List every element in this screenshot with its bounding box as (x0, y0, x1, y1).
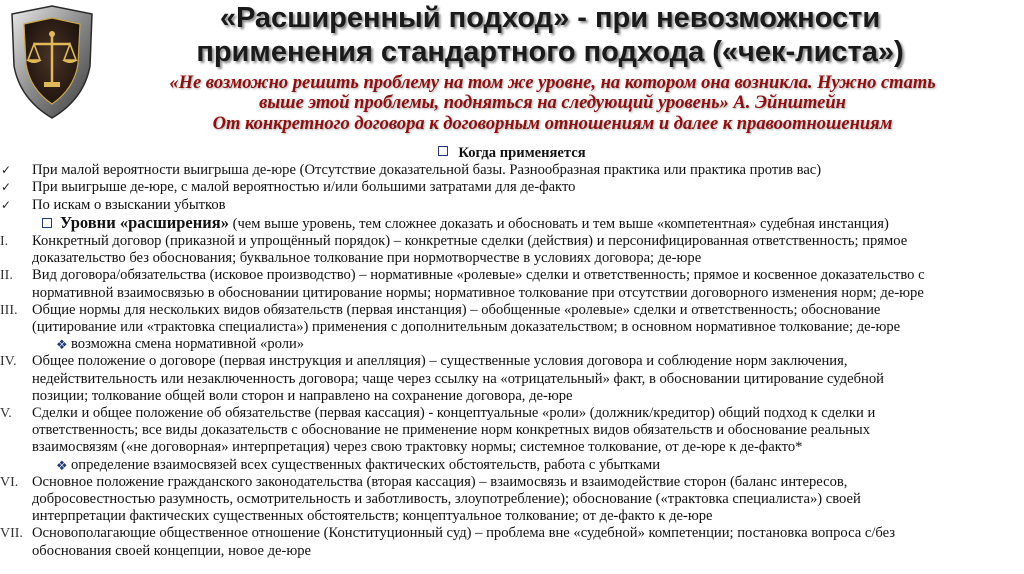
level-item (0, 525, 1024, 542)
level-note-text: возможна смена нормативной «роли» (71, 336, 305, 353)
level-item-continuation (0, 508, 1024, 525)
level-note-text: определение взаимосвязей всех существенных фактических обстоятельств, работа с убытками (71, 456, 661, 473)
quote-line-1: «Не возможно решить проблему на том же уровне, на котором она возникла. Нужно стать (169, 73, 936, 93)
quote-line-2: выше этой проблемы, подняться на следующий уровень» А. Эйнштейн (259, 93, 846, 113)
law-shield-emblem-icon (4, 4, 100, 122)
level-item-continuation (0, 422, 1024, 439)
level-numeral: III. (0, 302, 18, 318)
levels-heading-title: Уровни «расширения» (60, 212, 229, 232)
level-numeral: II. (0, 268, 13, 284)
level-text-line: взаимосвязям («не договорная» интерпретация) через свою трактовку нормы; системное толкование, от де-юре к де-факто* (32, 439, 803, 456)
level-note (0, 457, 1024, 474)
when-heading (0, 145, 1024, 162)
level-text-line: позиции; толкование общей воли сторон и направлено на сохранение договора, де-юре (32, 387, 573, 404)
level-text-line: Основное положение гражданского законодательства (вторая кассация) – взаимосвязь и взаимодействие сторон (баланс интересов, (32, 473, 848, 490)
level-item-continuation (0, 491, 1024, 508)
diamond-bullet-icon: ❖ (56, 457, 68, 473)
quote-line-3: От конкретного договора к договорным отношениям и далее к правоотношениям (212, 114, 893, 134)
levels-heading-note: (чем выше уровень, тем сложнее доказать и обосновать и тем выше «компетентная» судебная инстанция) (228, 215, 889, 232)
level-text-line: интерпретации фактических существенных обстоятельств; концептуальное толкование; от де-факто к де-юре (32, 508, 713, 525)
level-text-line: ответственность; все виды доказательств с обоснование не применение норм конкретных видов обязательств и обоснование реальных (32, 422, 871, 439)
level-item (0, 405, 1024, 422)
level-item-continuation (0, 439, 1024, 456)
square-bullet-icon (42, 218, 52, 228)
level-text-line: (цитирование или «трактовка специалиста») применения с дополнительным доказательством; в основном нормативное толкование; де-юре (32, 319, 901, 336)
checkmark-icon: ✓ (1, 197, 12, 212)
when-item (0, 197, 1024, 214)
slide-title-line-2: применения стандартного подхода («чек-листа») (196, 36, 904, 68)
level-item-continuation (0, 250, 1024, 267)
when-item (0, 162, 1024, 179)
level-text-line: Основополагающие общественное отношение (Конституционный суд) – проблема вне «судебной» компетенции; постановка вопроса с/без (32, 525, 896, 542)
checkmark-icon: ✓ (1, 180, 12, 195)
when-item-text: По искам о взыскании убытков (32, 196, 226, 213)
level-numeral: V. (0, 406, 12, 422)
level-item (0, 474, 1024, 491)
level-item-continuation (0, 543, 1024, 560)
level-text-line: Общие нормы для нескольких видов обязательств (первая инстанция) – обобщенные «ролевые» сделки и ответственность; обоснование (32, 301, 881, 318)
level-item-continuation (0, 319, 1024, 336)
when-item (0, 179, 1024, 196)
level-item (0, 267, 1024, 284)
level-text-line: Вид договора/обязательства (исковое производство) – нормативные «ролевые» сделки и ответственность; прямое и косвенное доказательство с (32, 267, 925, 284)
level-item-continuation (0, 285, 1024, 302)
checkmark-icon: ✓ (1, 163, 12, 178)
when-heading-text: Когда применяется (458, 145, 586, 161)
level-item-continuation (0, 371, 1024, 388)
level-text-line: Конкретный договор (приказной и упрощённый порядок) – конкретные сделки (действия) и персонифицированная ответственность; прямое (32, 233, 908, 250)
level-text-line: нормативной взаимосвязью в обосновании цитирование нормы; нормативное толкование при отсутствии договорного изменения норм; де-юре (32, 284, 924, 301)
level-item (0, 233, 1024, 250)
level-numeral: VII. (0, 526, 23, 542)
level-numeral: VI. (0, 474, 19, 490)
level-item (0, 302, 1024, 319)
square-bullet-icon (438, 146, 448, 156)
level-text-line: добросовестностью разумность, осмотрительность и заботливость, злоупотребление); обоснование («трактовка специалиста») своей (32, 491, 861, 508)
levels-heading (0, 214, 1024, 233)
level-numeral: I. (0, 234, 9, 250)
when-item-text: При малой вероятности выигрыша де-юре (Отсутствие доказательной базы. Разнообразная практика или практика против вас) (32, 162, 822, 179)
level-item-continuation (0, 388, 1024, 405)
slide-content (0, 145, 1024, 560)
level-text-line: обоснования своей концепции, новое де-юре (32, 542, 312, 559)
diamond-bullet-icon: ❖ (56, 337, 68, 353)
level-text-line: доказательство без обоснования; буквальное толкование при нормотворчестве в условиях договора; де-юре (32, 250, 702, 267)
level-note (0, 336, 1024, 353)
slide-title-line-1: «Расширенный подход» - при невозможности (219, 2, 881, 34)
when-item-text: При выигрыше де-юре, с малой вероятностью и/или большими затратами для де-факто (32, 179, 576, 196)
level-numeral: IV. (0, 354, 17, 370)
level-item (0, 353, 1024, 370)
level-text-line: недействительность или незаключенность договора; чаще через ссылку на «отрицательный» факт, в обосновании цитирование судебной (32, 370, 884, 387)
level-text-line: Сделки и общее положение об обязательстве (первая кассация) - концептуальные «роли» (должник/кредитор) общий подход к сделки и (32, 405, 876, 422)
level-text-line: Общее положение о договоре (первая инструкция и апелляция) – существенные условия договора и соблюдение норм заключения, (32, 353, 848, 370)
